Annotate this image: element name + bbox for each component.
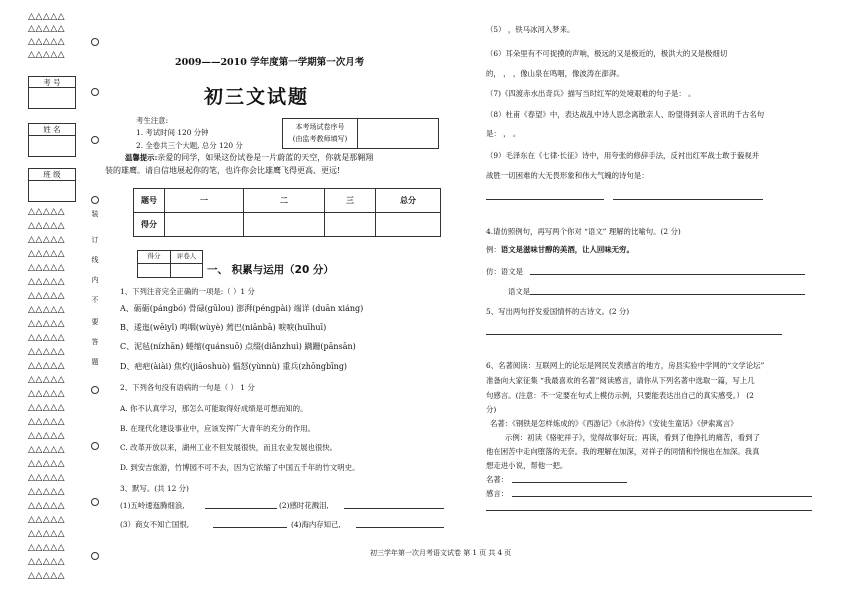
triangle-row: △△△△△ <box>28 305 66 315</box>
triangle-row: △△△△△ <box>28 529 66 539</box>
reminder-text: 亲爱的同学，如果这份试卷是一片蔚蓝的天空，你就是那翱翔 <box>157 153 374 162</box>
exam-number-label: 考 号 <box>28 76 76 87</box>
option-a: A、砺砺(pángbó) 骨碌(gūlou) 澎湃(péngpài) 端详 (duān xiáng) <box>120 304 364 313</box>
class-label: 班 级 <box>28 168 76 180</box>
triangle-row: △△△△△ <box>28 50 66 60</box>
triangle-row: △△△△△ <box>28 375 66 385</box>
question-3: 3、默写。(共 12 分) <box>120 484 189 493</box>
seat-number-box <box>282 118 439 149</box>
answer-line[interactable] <box>205 508 277 509</box>
binding-circle <box>91 442 99 450</box>
exam-title: 2009——2010 学年度第一学期第一次月考 <box>175 57 365 68</box>
paper-title: 初三文试题 <box>204 86 310 108</box>
triangle-row: △△△△△ <box>28 347 66 357</box>
imitate-label-2: 语文是 <box>508 287 531 296</box>
question-6-line-4: 分) <box>486 405 497 414</box>
grader-box <box>137 250 203 278</box>
binding-char: 装 <box>91 210 99 218</box>
seat-label-sub: (由监考教师填写) <box>292 135 348 143</box>
binding-circle <box>91 136 99 144</box>
triangle-row: △△△△△ <box>28 319 66 329</box>
works-list: 名著：《钢铁是怎样炼成的》《西游记》《水浒传》《安徒生童话》《伊索寓言》 <box>490 419 738 428</box>
score-header: 题号 <box>134 189 165 213</box>
recite-4: (4)海内存知己, <box>291 520 341 529</box>
binding-char: 答 <box>91 338 99 346</box>
score-header: 总分 <box>376 189 441 213</box>
name-label: 姓 名 <box>28 123 76 135</box>
triangle-row: △△△△△ <box>28 361 66 371</box>
question-6-line-3: 句感言。(注意：不一定要在句式上模仿示例，只要能表达出自己的真实感受。） (2 <box>486 391 754 400</box>
option-d: D. 到安吉旅游，竹博园不可不去，因为它浓缩了中国五千年的竹文明史。 <box>120 463 360 472</box>
answer-line[interactable] <box>486 199 604 200</box>
answer-line[interactable] <box>486 334 782 335</box>
triangle-row: △△△△△ <box>28 249 66 259</box>
reminder-label: 温馨提示: <box>125 153 158 162</box>
triangle-row: △△△△△ <box>28 417 66 427</box>
feeling-label: 感言： <box>486 489 509 498</box>
option-a: A. 你不认真学习，那怎么可能取得好成绩是可想而知的。 <box>120 404 308 413</box>
imitate-label: 仿：语文是 <box>486 267 523 276</box>
triangle-row: △△△△△ <box>28 235 66 245</box>
triangle-row: △△△△△ <box>28 207 66 217</box>
example-line-3: 想走进小说，帮他一把。 <box>486 461 568 470</box>
score-cell[interactable] <box>376 213 441 237</box>
answer-line[interactable] <box>344 508 444 509</box>
seat-label: 本考场试卷序号 <box>295 123 345 131</box>
recite-8-line-1: （8）杜甫《春望》中，表达战乱中诗人思念离散亲人、盼望得到亲人音讯的千古名句 <box>486 110 765 119</box>
triangle-row: △△△△△ <box>28 515 66 525</box>
triangle-row: △△△△△ <box>28 389 66 399</box>
triangle-row: △△△△△ <box>28 277 66 287</box>
note-line: 2. 全卷共三个大题, 总分 120 分 <box>136 141 243 150</box>
triangle-row: △△△△△ <box>28 543 66 553</box>
binding-char: 线 <box>91 256 99 264</box>
binding-char: 要 <box>91 318 99 326</box>
recite-6-line-1: （6）耳朵里有不可捉摸的声响，极远的又是极近的，极洪大的又是极细切 <box>486 49 728 58</box>
side-char: 装 <box>105 166 113 175</box>
triangle-row: △△△△△ <box>28 473 66 483</box>
score-table <box>133 188 441 237</box>
reminder-text-2: 的雄鹰。请自信地展起你的笔，也许你会比雄鹰飞得更高、更远! <box>113 166 341 175</box>
recite-9-line-2: 战胜一切困难的大无畏形象和伟大气魄的诗句是： <box>486 171 649 180</box>
answer-line[interactable] <box>512 482 627 483</box>
option-c: C. 改革开放以来，湖州工业不但发展很快，而且农业发展也很快。 <box>120 443 338 452</box>
page-footer: 初三学年第一次月考语文试卷 第 1 页 共 4 页 <box>370 549 512 557</box>
answer-line[interactable] <box>530 274 805 275</box>
answer-line[interactable] <box>356 527 444 528</box>
section-title: 一、 积累与运用（20 分） <box>207 264 334 276</box>
binding-circle <box>91 386 99 394</box>
reminder-line-2 <box>105 165 340 176</box>
question-5: 5、写出两句抒发爱国情怀的古诗文。(2 分) <box>486 307 630 316</box>
triangle-row: △△△△△ <box>28 263 66 273</box>
recite-3: (3）商女不知亡国恨, <box>120 520 190 529</box>
triangle-row: △△△△△ <box>28 431 66 441</box>
triangle-row: △△△△△ <box>28 37 66 47</box>
answer-line[interactable] <box>530 294 805 295</box>
example-text: 语文是滋味甘醇的美酒，让人回味无穷。 <box>500 245 634 254</box>
binding-circle <box>91 88 99 96</box>
score-row-label: 得分 <box>134 213 165 237</box>
binding-circle <box>91 196 99 204</box>
binding-char: 订 <box>91 236 99 244</box>
question-6-line-2: 准备向大家征集 “我最喜欢的名著”阅读感言，请你从下列名著中选取一篇，写上几 <box>486 376 755 385</box>
triangle-row: △△△△△ <box>28 487 66 497</box>
option-c: C、泥毡(nízhān) 蜷缩(quánsuō) 点缀(diǎnzhuì) 蹒跚(pānsān) <box>120 342 356 351</box>
recite-2: (2)感时花溅泪, <box>279 501 329 510</box>
note-line: 1. 考试时间 120 分钟 <box>136 128 209 137</box>
triangle-row: △△△△△ <box>28 12 66 22</box>
binding-circle <box>91 498 99 506</box>
example-line-2: 他在困苦中走向堕落的无奈。我的理解在加深，对祥子的同情和怜悯也在加深。我真 <box>486 447 760 456</box>
triangle-row: △△△△△ <box>28 557 66 567</box>
question-1: 1、下列注音完全正确的一项是:（ ）1 分 <box>120 287 255 296</box>
triangle-row: △△△△△ <box>28 24 66 34</box>
option-d: D、疤疤(àiài) 焦灼(jiāoshuò) 愠怒(yùnnù) 重兵(zhōngbīng) <box>120 362 348 371</box>
triangle-row: △△△△△ <box>28 571 66 581</box>
binding-char: 题 <box>91 358 99 366</box>
binding-char: 内 <box>91 276 99 284</box>
triangle-row: △△△△△ <box>28 403 66 413</box>
score-header: 一 <box>165 189 244 213</box>
option-b: B. 在现代化建设事业中，应该发挥广大青年的充分的作用。 <box>120 424 315 433</box>
recite-5: （5） ，铁马冰河入梦来。 <box>486 25 575 34</box>
triangle-row: △△△△△ <box>28 333 66 343</box>
triangle-row: △△△△△ <box>28 501 66 511</box>
answer-line[interactable] <box>512 496 812 497</box>
example-line-1: 示例：初读《骆驼祥子》，觉得故事好玩；再读，看到了他挣扎的痛苦，看到了 <box>505 433 760 442</box>
answer-line[interactable] <box>486 510 812 511</box>
answer-line[interactable] <box>613 199 763 200</box>
grader-label: 得分 <box>138 251 171 264</box>
score-cell[interactable] <box>165 213 244 237</box>
binding-circle <box>91 552 99 560</box>
class-box[interactable] <box>28 180 76 202</box>
triangle-row: △△△△△ <box>28 459 66 469</box>
exam-number-box[interactable] <box>28 87 76 109</box>
score-header: 三 <box>325 189 376 213</box>
example-label: 例： <box>486 245 501 254</box>
score-cell[interactable] <box>325 213 376 237</box>
score-cell[interactable] <box>244 213 325 237</box>
book-label: 名著： <box>486 475 509 484</box>
example <box>486 244 634 255</box>
recite-1: (1)五岭逶迤腾细浪, <box>120 501 185 510</box>
recite-9-line-1: （9）毛泽东在《七律·长征》诗中，用夸张的修辞手法，反衬出红军战士敢于藐视并 <box>486 151 760 160</box>
binding-circle <box>91 38 99 46</box>
recite-7: （7)《四渡赤水出奇兵》描写当时红军的处境艰难的句子是： 。 <box>486 89 696 98</box>
answer-line[interactable] <box>213 527 287 528</box>
notes-heading: 考生注意: <box>136 116 169 125</box>
recite-8-line-2: 是： ， 。 <box>486 129 521 138</box>
question-2: 2、下列各句没有语病的一句是（ ） 1 分 <box>120 383 255 392</box>
triangle-row: △△△△△ <box>28 221 66 231</box>
reminder <box>125 152 373 163</box>
recite-6-line-2: 的， ， ，像山泉在鸣咽，像波涛在澎湃。 <box>486 69 624 78</box>
question-6-line-1: 6、名著阅读：互联网上的论坛是网民发表感言的地方，房县实验中学网的“文学论坛” <box>486 361 765 370</box>
triangle-row: △△△△△ <box>28 445 66 455</box>
option-b: B、逶迤(wēiyǐ) 鸣咽(wùyè) 蔫巴(niānbā) 唳唳(huīhuī) <box>120 323 327 332</box>
binding-char: 不 <box>91 296 99 304</box>
name-box[interactable] <box>28 135 76 157</box>
score-header: 二 <box>244 189 325 213</box>
grader-label: 评卷人 <box>171 251 202 264</box>
triangle-row: △△△△△ <box>28 291 66 301</box>
question-4: 4.请仿照例句，再写两个你对 “语文” 理解的比喻句。(2 分) <box>486 227 681 236</box>
